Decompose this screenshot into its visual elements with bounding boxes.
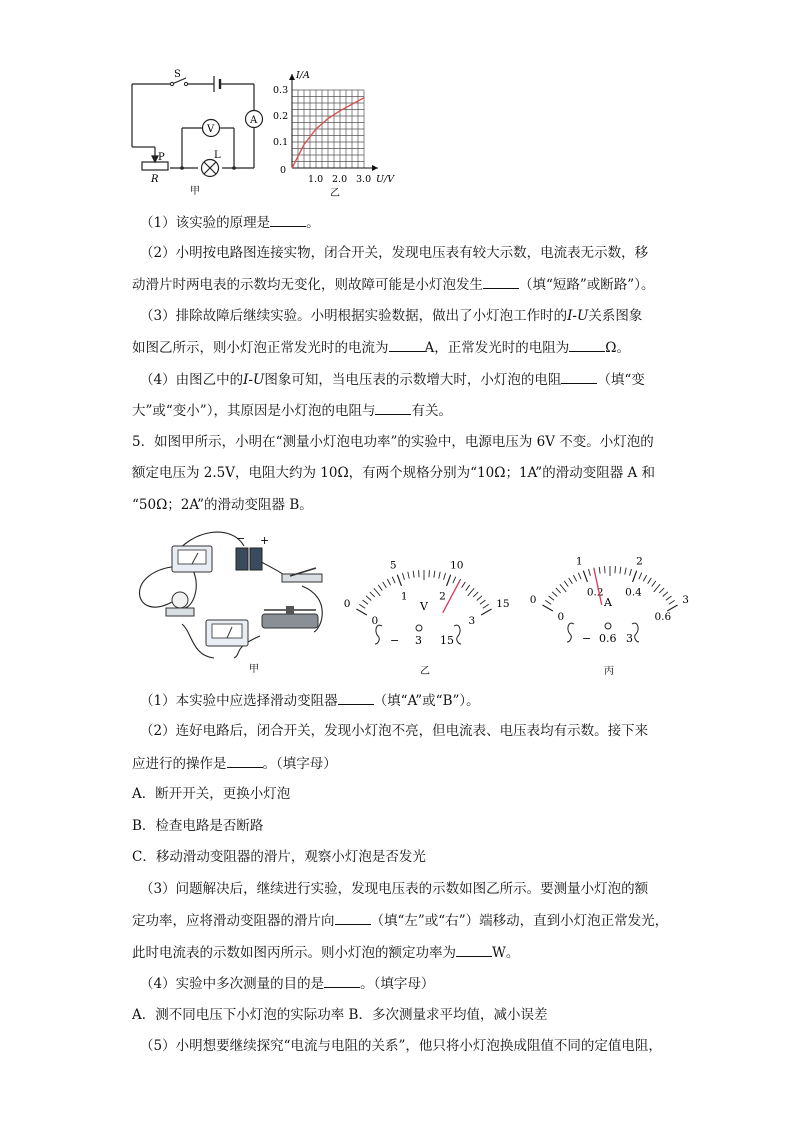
q5-part3-line2: 定功率，应将滑动变阻器的滑片向 （填“左”或“右”）端移动，直到小灯泡正常发光， [132,913,669,929]
switch-label: S [174,69,181,80]
ammeter-inner-scale [558,586,672,623]
outer-scale-label: 0 [343,598,351,610]
inner-scale-label: 0 [371,615,379,627]
scale-tick [466,585,470,591]
outer-scale-label: 2 [636,555,643,568]
chart-grid [292,90,364,168]
y-tick-label: 0.1 [273,137,289,148]
q5-intro-line2: 额定电压为 2.5V，电阻大约为 10Ω，有两个规格分别为“10Ω；1A”的滑动变阻器 A 和 [132,465,656,481]
apparatus-diagram-jia [132,528,332,678]
scale-tick [392,577,395,583]
answer-blank[interactable] [335,912,371,925]
slider-label: P [158,152,165,163]
scale-tick [397,575,401,586]
q5-part5: （5）小明想要继续探究“电流与电阻的关系”，他只将小灯泡换成阻值不同的定值电阻， [140,1038,662,1054]
battery-plus: + [260,534,270,547]
answer-blank[interactable] [375,402,411,415]
q5-option-b: B．检查电路是否断路 [132,818,264,834]
scale-tick [387,579,390,585]
scale-tick [578,573,581,579]
scale-tick [370,592,375,597]
inner-scale-label: 0.6 [654,611,672,623]
scale-tick [356,609,366,615]
caption-yi-voltmeter: 乙 [420,666,430,677]
scale-tick [477,596,482,601]
caption-bing-ammeter: 丙 [604,666,614,677]
lamp-symbol [202,160,219,177]
scale-tick [462,582,466,588]
ammeter-terminal-minus: − [582,632,592,645]
scale-tick [652,581,656,587]
outer-scale-label: 5 [389,559,397,572]
voltmeter-dial [336,538,516,678]
origin-label: 0 [280,165,287,176]
battery-pack [236,532,269,570]
q5-intro-line1: 5．如图甲所示，小明在“测量小灯泡电功率”的实验中，电源电压为 6V 不变。小灯泡的 [132,434,654,450]
scale-tick [633,571,637,582]
scale-tick [483,604,489,608]
q4-part3-line2: 如图乙所示，则小灯泡正常发光时的电流为 A，正常发光时的电阻为 Ω。 [132,340,630,356]
q5-part3-line3: 此时电流表的示数如图丙所示。则小灯泡的额定功率为 W。 [132,945,520,961]
answer-blank[interactable] [227,755,263,768]
rheostat-device [262,606,318,628]
ammeter-symbol-label: A [604,596,612,609]
scale-tick [625,568,626,575]
scale-tick [552,592,557,597]
scale-tick [366,596,371,601]
y-axis-arrow [289,74,295,80]
voltmeter-terminal-minus: − [390,634,400,647]
inner-scale-label: 0 [557,611,565,623]
q5-option-a: A．断开开关，更换小灯泡 [132,786,291,802]
inner-scale-label: 3 [468,615,476,627]
ammeter-label: A [250,115,258,126]
scale-tick [630,569,632,576]
q4-part2-line2: 动滑片时两电表的示数均无变化，则故障可能是小灯泡发生 （填“短路”或断路”）。 [132,277,655,293]
scale-tick [583,571,587,582]
caption-yi-graph: 乙 [330,188,340,199]
q5-part2-line1: （2）连好电路后，闭合开关，发现小灯泡不亮，但电流表、电压表均有示数。接下来 [140,723,649,739]
q4-part1: （1）该实验的原理是 。 [140,215,320,231]
y-tick-label: 0.3 [273,85,289,96]
q5-part2-line2: 应进行的操作是 。（填字母） [132,756,337,772]
q4-part3-line1: （3）排除故障后继续实验。小明根据实验数据，做出了小灯泡工作时的I-U关系图象 [140,308,643,324]
caption-jia-apparatus: 甲 [249,664,259,675]
scale-tick [573,575,576,581]
scale-tick [659,588,664,593]
scale-tick [403,573,405,580]
q5-part4: （4）实验中多次测量的目的是 。（填字母） [140,976,435,992]
q4-part2-line1: （2）小明按电路图连接实物，闭合开关，发现电压表有较大示数，电流表无示数，移 [140,245,649,261]
x-axis-arrow [372,165,378,171]
scale-tick [666,596,672,600]
inner-scale-label: 2 [439,590,446,603]
outer-scale-label: 1 [575,555,583,568]
q5-part3-line1: （3）问题解决后，继续进行实验，发现电压表的示数如图乙所示。要测量小灯泡的额 [140,881,649,897]
scale-tick [549,596,555,600]
voltmeter-device [206,620,248,646]
scale-tick [383,582,387,588]
switch-device [282,568,322,582]
battery-minus: − [236,532,246,545]
scale-tick [453,577,456,583]
scale-tick [599,567,600,574]
y-tick-label: 0.2 [273,111,289,122]
answer-blank[interactable] [483,276,519,289]
scale-tick [620,567,621,574]
scale-tick [481,609,491,615]
outer-scale-label: 15 [496,598,510,610]
scale-tick [639,573,642,579]
scale-tick [444,573,446,580]
voltmeter-terminal-3: 3 [415,634,422,647]
scale-tick [654,584,660,592]
outer-scale-label: 0 [529,594,537,606]
ammeter-terminal-0-6: 0.6 [599,632,617,645]
scale-tick [434,571,435,578]
answer-blank[interactable] [270,214,306,227]
ammeter-dial [522,538,702,678]
circuit-diagram-jia [120,62,280,202]
scale-tick [374,588,380,596]
q5-intro-line3: “50Ω；2A”的滑动变阻器 B。 [132,497,313,513]
scale-tick [439,572,440,579]
scale-tick [408,572,409,579]
x-tick-label: 1.0 [308,174,324,185]
y-axis-label: I/A [296,70,310,81]
answer-blank[interactable] [569,339,605,352]
q5-option-c: C．移动滑动变阻器的滑片，观察小灯泡是否发光 [132,849,426,865]
x-axis-label: U/V [376,174,395,185]
answer-blank[interactable] [456,944,492,957]
scale-tick [468,588,474,596]
voltmeter-symbol-label: V [420,600,428,613]
scale-tick [643,575,646,581]
answer-blank[interactable] [324,975,360,988]
scale-tick [663,592,668,597]
scale-tick [378,585,382,591]
inner-scale-label: 0.2 [586,586,604,599]
answer-blank[interactable] [561,371,597,384]
inner-scale-label: 0.4 [625,586,642,599]
scale-tick [359,604,365,608]
outer-scale-label: 3 [682,594,689,606]
scale-tick [589,569,591,576]
x-tick-label: 2.0 [332,174,348,185]
q5-part1: （1）本实验中应选择滑动变阻器 （填“A”或“B”）。 [140,693,480,709]
inner-scale-label: 1 [400,590,408,603]
scale-tick [447,575,451,586]
ammeter-terminal-3: 3 [626,632,633,645]
scale-tick [545,600,551,604]
outer-scale-label: 10 [450,559,464,572]
scale-tick [569,578,573,584]
voltmeter-label: V [207,124,215,135]
answer-blank[interactable] [338,692,374,705]
x-tick-label: 3.0 [356,174,372,185]
voltmeter-terminal-15: 15 [440,634,454,647]
scale-tick [473,592,478,597]
scale-tick [560,584,566,592]
scale-tick [363,600,369,604]
scale-tick [648,578,652,584]
scale-tick [413,571,414,578]
q4-part4-line1: （4）由图乙中的I-U图象可知，当电压表的示数增大时，小灯泡的电阻 （填“变 [140,372,645,388]
caption-jia: 甲 [190,186,200,197]
iu-chart [270,60,410,200]
answer-blank[interactable] [389,339,425,352]
ammeter-device [172,546,212,572]
rheostat-label: R [151,174,159,185]
scale-tick [542,605,552,611]
scale-tick [556,588,561,593]
scale-tick [669,600,675,604]
scale-tick [480,600,486,604]
q4-part4-line2: 大”或“变小”），其原因是小灯泡的电阻与 有关。 [132,403,452,419]
q5-part4-options: A．测不同电压下小灯泡的实际功率 B．多次测量求平均值，减小误差 [132,1007,548,1023]
scale-tick [564,581,568,587]
lamp-label: L [214,150,221,161]
